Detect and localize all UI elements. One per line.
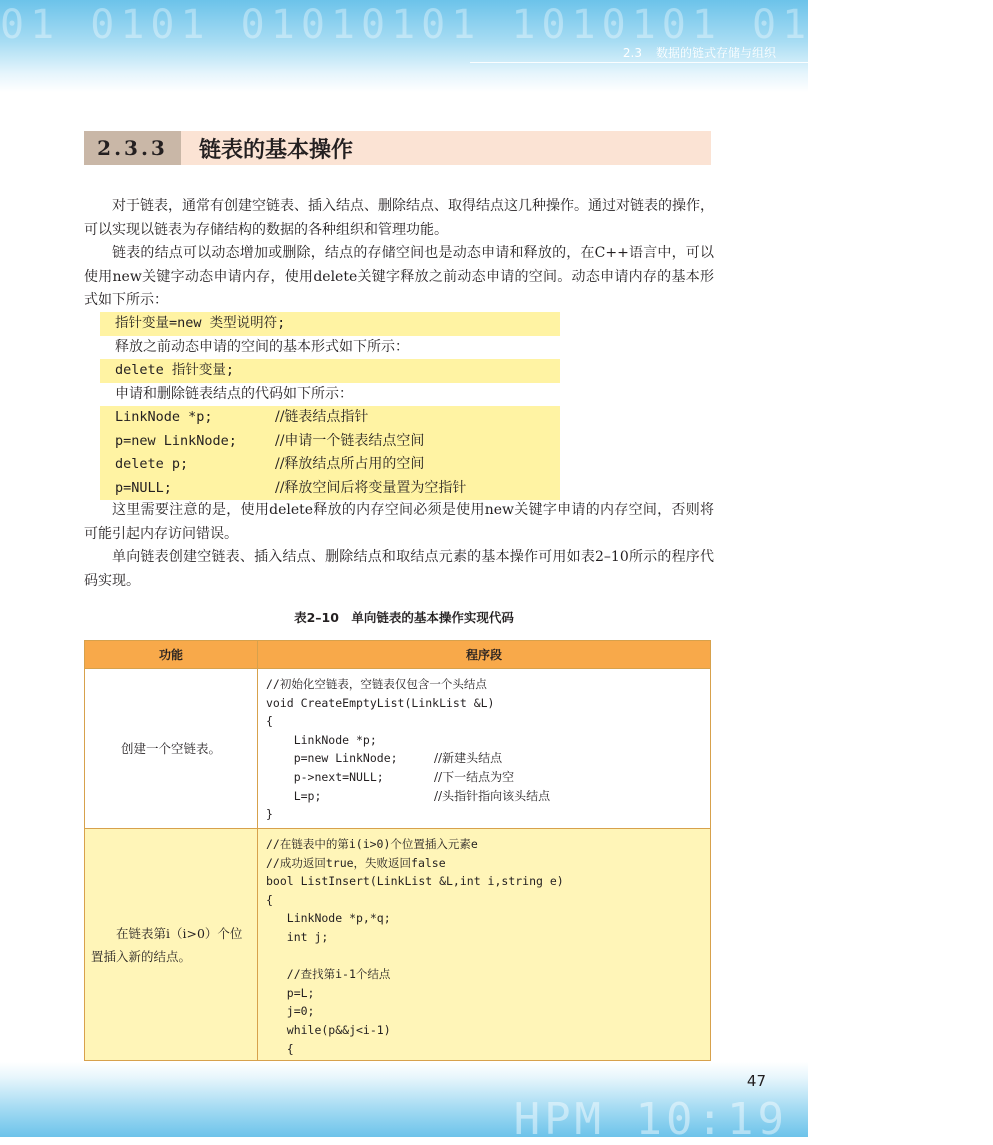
code-example-block — [100, 406, 560, 500]
table-header-row — [85, 641, 711, 669]
code-line: p=NULL; //释放空间后将变量置为空指针 — [115, 479, 467, 496]
running-header — [609, 44, 776, 61]
code-line: { — [266, 1041, 294, 1056]
paragraph: 这里需要注意的是，使用delete释放的内存空间必须是使用new关键字申请的内存空间，否则将可能引起内存访问错误。 — [84, 502, 714, 542]
code-line: //成功返回true，失败返回false — [266, 855, 446, 870]
code-line: p=new LinkNode; //申请一个链表结点空间 — [115, 432, 425, 449]
code-cell — [258, 669, 711, 829]
code-cell — [258, 829, 711, 1061]
code-line: } — [266, 807, 273, 822]
header-banner — [0, 0, 993, 92]
code-line: p=L; — [266, 985, 315, 1000]
code-line: L=p; //头指针指向该头结点 — [266, 788, 551, 803]
operations-table — [84, 640, 711, 1061]
code-line: bool ListInsert(LinkList &L,int i,string e) — [266, 874, 564, 889]
code-line: //在链表中的第i(i>0)个位置插入元素e — [266, 837, 478, 851]
paragraph: 单向链表创建空链表、插入结点、删除结点和取结点元素的基本操作可用如表2–10所示的程序代码实现。 — [84, 549, 714, 589]
code-line: { — [266, 714, 273, 729]
code-line: LinkNode *p,*q; — [266, 911, 391, 926]
code-intro: 申请和删除链表结点的代码如下所示： — [115, 386, 353, 402]
code-line: //查找第i-1个结点 — [266, 967, 391, 982]
new-syntax: 指针变量=new 类型说明符; — [115, 315, 286, 331]
table-caption: 表2–10 单向链表的基本操作实现代码 — [294, 610, 514, 625]
code-line: LinkNode *p; //链表结点指针 — [115, 409, 369, 425]
column-header-code: 程序段 — [258, 641, 711, 669]
running-header-number: 2.3 — [622, 46, 642, 60]
paragraph: 链表的结点可以动态增加或删除，结点的存储空间也是动态申请和释放的，在C++语言中，可以使用new关键字动态申请内存，使用delete关键字释放之前动态申请的空间。动态申请内存的基本形式如下所示： — [84, 245, 714, 308]
function-cell: 在链表第i（i>0）个位置插入新的结点。 — [85, 829, 258, 1061]
code-line: p=new LinkNode; //新建头结点 — [266, 751, 503, 766]
code-line — [266, 947, 702, 966]
code-line: p->next=NULL; //下一结点为空 — [266, 769, 515, 784]
column-header-function: 功能 — [85, 641, 258, 669]
code-line: { — [266, 892, 273, 907]
header-decor-digits: 01 0101 01010101 1010101 01010101 — [0, 2, 993, 48]
running-header-title: 数据的链式存储与组织 — [655, 46, 776, 60]
code-line: LinkNode *p; — [266, 732, 377, 747]
code-line: void CreateEmptyList(LinkList &L) — [266, 695, 495, 710]
code-line: while(p&&j<i-1) — [266, 1022, 391, 1037]
paragraph: 对于链表，通常有创建空链表、插入结点、删除结点、取得结点这几种操作。通过对链表的操作，可以实现以链表为存储结构的数据的各种组织和管理功能。 — [84, 198, 714, 238]
page-number: 47 — [746, 1072, 766, 1090]
code-line: int j; — [266, 929, 329, 944]
section-number: 2.3.3 — [84, 131, 181, 165]
section-title: 链表的基本操作 — [199, 137, 354, 163]
highlight-delete-syntax — [100, 359, 560, 383]
table-row — [85, 829, 711, 1061]
footer-decor-digits: HPM 10:19 — [513, 1094, 788, 1145]
release-intro: 释放之前动态申请的空间的基本形式如下所示： — [115, 339, 409, 355]
code-line: delete p; //释放结点所占用的空间 — [115, 456, 425, 472]
intro-text — [84, 195, 714, 313]
highlight-new-syntax — [100, 312, 560, 336]
table-row — [85, 669, 711, 829]
after-text — [84, 499, 714, 593]
function-cell: 创建一个空链表。 — [85, 669, 258, 829]
header-rule — [470, 62, 808, 63]
section-heading — [84, 131, 711, 165]
code-line: j=0; — [266, 1004, 315, 1019]
footer-banner — [0, 1062, 808, 1145]
code-line: //初始化空链表，空链表仅包含一个头结点 — [266, 677, 487, 691]
delete-syntax: delete 指针变量; — [115, 362, 235, 378]
